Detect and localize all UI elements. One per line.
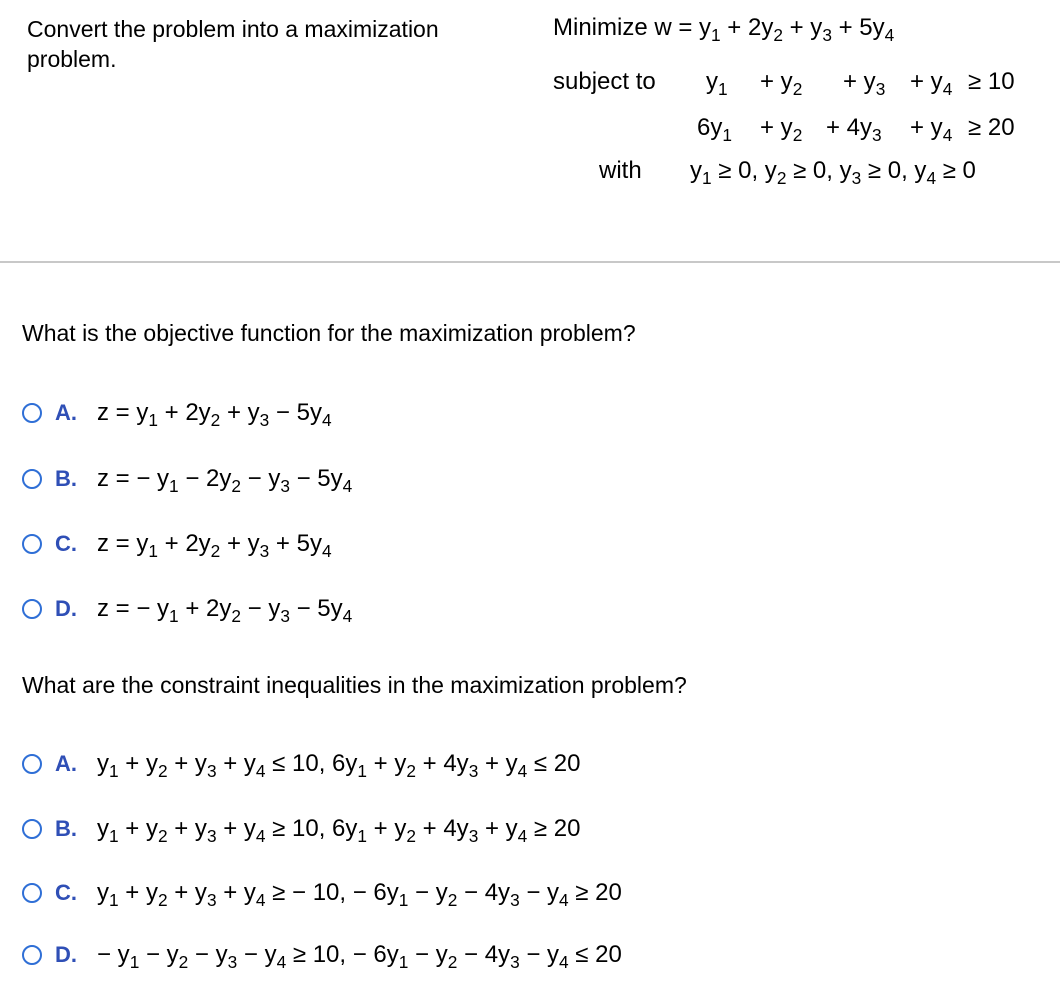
q1-option-b[interactable] — [22, 462, 352, 496]
math-text: − y — [519, 879, 560, 906]
math-text: ≥ 10, 6y — [265, 815, 358, 842]
math-text: z = − y — [97, 595, 170, 622]
math-subscript: 3 — [510, 952, 520, 973]
math-text: − y — [408, 941, 448, 968]
option-expression — [97, 815, 581, 847]
math-text: ≥ 0, y — [861, 157, 927, 184]
math-subscript: 1 — [148, 410, 158, 431]
math-text: − 4y — [457, 941, 511, 968]
math-text: − y — [188, 941, 228, 968]
math-text: + y — [216, 879, 256, 906]
math-text: − y — [240, 595, 281, 622]
math-subscript: 1 — [109, 890, 119, 911]
q1-option-a[interactable] — [22, 396, 332, 430]
math-text: ≥ 0, y — [711, 157, 777, 184]
c1-term3: + $y_3$ — [843, 68, 886, 100]
math-text: + 5y — [269, 530, 322, 557]
math-subscript: 4 — [342, 606, 353, 627]
math-subscript: 4 — [255, 761, 266, 782]
with-label: with — [599, 157, 642, 184]
math-text: + y — [367, 815, 407, 842]
objective-prefix: Minimize w = — [553, 14, 700, 41]
math-text: ≥ 20 — [568, 879, 622, 906]
math-text: + 4y — [415, 815, 469, 842]
math-subscript: 2 — [157, 890, 168, 911]
math-text: + 2y — [157, 530, 211, 557]
math-text: − y — [519, 941, 560, 968]
math-text: + 2y — [178, 595, 232, 622]
math-text: ≤ 10, 6y — [265, 750, 358, 777]
q2-option-b[interactable] — [22, 812, 580, 846]
c2-term3: + $4y_3$ — [826, 114, 882, 146]
option-letter: A. — [55, 751, 77, 776]
math-text: + 5y — [831, 14, 885, 41]
math-text: − y — [240, 465, 281, 492]
math-subscript: 3 — [206, 761, 217, 782]
math-text: y — [97, 815, 109, 842]
math-text: − 5y — [289, 465, 343, 492]
math-text: + y — [118, 815, 158, 842]
math-text: ≥ − 10, − 6y — [265, 879, 399, 906]
math-subscript: 4 — [321, 410, 332, 431]
option-letter: B. — [55, 466, 77, 491]
math-text: y — [699, 14, 712, 41]
question2-text: What are the constraint inequalities in the maximization problem? — [22, 672, 687, 698]
math-text: ≥ 0, y — [786, 157, 852, 184]
math-text: z = y — [97, 530, 149, 557]
option-expression — [97, 941, 622, 973]
c1-term2: + $y_2$ — [760, 68, 803, 100]
subject-to-label: subject to — [553, 68, 656, 95]
math-text: + y — [216, 750, 256, 777]
math-subscript: 4 — [926, 168, 937, 189]
math-subscript: 4 — [255, 826, 266, 847]
radio-button[interactable] — [22, 819, 42, 839]
option-expression — [97, 595, 353, 627]
math-subscript: 1 — [129, 952, 140, 973]
math-subscript: 1 — [169, 476, 179, 497]
math-subscript: 3 — [468, 761, 479, 782]
math-subscript: 1 — [357, 826, 368, 847]
math-text: ≥ 0 — [936, 157, 976, 184]
math-subscript: 1 — [398, 952, 409, 973]
math-subscript: 3 — [206, 826, 217, 847]
math-subscript: 2 — [447, 890, 458, 911]
math-text: ≤ 20 — [527, 750, 581, 777]
math-subscript: 2 — [231, 606, 241, 627]
math-text: + y — [167, 750, 207, 777]
radio-button[interactable] — [22, 754, 42, 774]
math-text: ≥ 10, − 6y — [286, 941, 399, 968]
math-subscript: 3 — [851, 168, 862, 189]
c2-rhs: ≥ 20 — [968, 114, 1015, 141]
math-subscript: 4 — [559, 952, 569, 973]
math-text: − 5y — [269, 399, 322, 426]
math-text: − y — [139, 941, 179, 968]
math-subscript: 3 — [822, 25, 832, 46]
option-letter: C. — [55, 880, 77, 905]
math-subscript: 4 — [559, 890, 569, 911]
q1-option-c[interactable] — [22, 527, 332, 561]
q2-option-c[interactable] — [22, 876, 622, 910]
c2-term4: + $y_4$ — [910, 114, 953, 146]
math-text: + y — [478, 815, 518, 842]
math-subscript: 1 — [148, 541, 158, 562]
math-text: y — [690, 157, 702, 184]
math-subscript: 1 — [398, 890, 409, 911]
nonneg-constraints — [690, 157, 976, 189]
math-subscript: 4 — [255, 890, 266, 911]
c2-term1: $6y_1$ — [697, 114, 732, 146]
math-subscript: 3 — [468, 826, 479, 847]
option-letter: B. — [55, 816, 77, 841]
option-expression — [97, 465, 353, 497]
math-text: − 5y — [289, 595, 343, 622]
question1-text: What is the objective function for the maximization problem? — [22, 320, 636, 346]
option-expression — [97, 530, 332, 562]
math-subscript: 2 — [157, 761, 168, 782]
math-subscript: 2 — [210, 410, 221, 431]
math-text: + y — [220, 399, 260, 426]
math-subscript: 3 — [206, 890, 217, 911]
math-subscript: 2 — [231, 476, 241, 497]
option-letter: C. — [55, 531, 77, 556]
option-letter: A. — [55, 400, 77, 425]
math-subscript: 2 — [406, 761, 416, 782]
math-subscript: 4 — [276, 952, 287, 973]
math-subscript: 4 — [884, 25, 895, 46]
c1-rhs: ≥ 10 — [968, 68, 1015, 95]
math-text: + y — [118, 879, 158, 906]
math-text: − 4y — [457, 879, 511, 906]
math-text: + y — [782, 14, 823, 41]
c1-term4: + $y_4$ — [910, 68, 953, 100]
math-subscript: 4 — [517, 761, 528, 782]
option-letter: D. — [55, 942, 77, 967]
math-subscript: 3 — [280, 476, 290, 497]
math-subscript: 2 — [447, 952, 458, 973]
math-subscript: 1 — [109, 761, 119, 782]
math-text: ≤ 20 — [568, 941, 622, 968]
math-text: y — [97, 879, 109, 906]
math-text: + y — [167, 815, 207, 842]
math-subscript: 3 — [280, 606, 290, 627]
math-subscript: 2 — [210, 541, 221, 562]
math-subscript: 1 — [711, 25, 721, 46]
math-subscript: 4 — [517, 826, 528, 847]
math-text: + y — [478, 750, 518, 777]
math-text: ≥ 20 — [527, 815, 581, 842]
radio-button[interactable] — [22, 469, 42, 489]
math-text: + 4y — [415, 750, 469, 777]
math-subscript: 2 — [773, 25, 783, 46]
radio-button[interactable] — [22, 403, 42, 423]
radio-button[interactable] — [22, 599, 42, 619]
math-text: + y — [216, 815, 256, 842]
math-subscript: 4 — [321, 541, 332, 562]
radio-button[interactable] — [22, 883, 42, 903]
math-text: z = − y — [97, 465, 170, 492]
math-text: + y — [167, 879, 207, 906]
q2-option-a[interactable] — [22, 747, 580, 781]
math-text: + y — [220, 530, 260, 557]
q1-option-d[interactable] — [22, 592, 352, 626]
divider — [0, 261, 1060, 263]
c1-term1: $y_1$ — [706, 68, 728, 100]
math-text: z = y — [97, 399, 149, 426]
math-subscript: 2 — [157, 826, 168, 847]
math-text: − y — [97, 941, 130, 968]
math-subscript: 4 — [342, 476, 353, 497]
c2-term2: + $y_2$ — [760, 114, 803, 146]
math-subscript: 3 — [227, 952, 238, 973]
math-subscript: 2 — [776, 168, 787, 189]
math-subscript: 3 — [259, 541, 270, 562]
math-subscript: 2 — [406, 826, 416, 847]
instruction-text: Convert the problem into a maximization problem. — [27, 16, 439, 72]
math-text: + y — [118, 750, 158, 777]
math-text: + 2y — [157, 399, 211, 426]
math-text: − 2y — [178, 465, 232, 492]
objective-expr — [699, 14, 895, 46]
option-expression — [97, 399, 332, 431]
radio-button[interactable] — [22, 945, 42, 965]
q2-option-d[interactable] — [22, 938, 622, 972]
math-text: + 2y — [720, 14, 774, 41]
option-letter: D. — [55, 596, 77, 621]
math-subscript: 3 — [510, 890, 520, 911]
math-subscript: 1 — [702, 168, 712, 189]
math-text: − y — [408, 879, 448, 906]
option-expression — [97, 750, 581, 782]
objective-line — [553, 14, 895, 46]
math-subscript: 1 — [169, 606, 179, 627]
math-subscript: 1 — [109, 826, 119, 847]
math-subscript: 2 — [178, 952, 189, 973]
math-text: + y — [367, 750, 407, 777]
math-text: y — [97, 750, 109, 777]
math-text: − y — [237, 941, 277, 968]
math-subscript: 1 — [357, 761, 368, 782]
option-expression — [97, 879, 622, 911]
math-subscript: 3 — [259, 410, 270, 431]
radio-button[interactable] — [22, 534, 42, 554]
